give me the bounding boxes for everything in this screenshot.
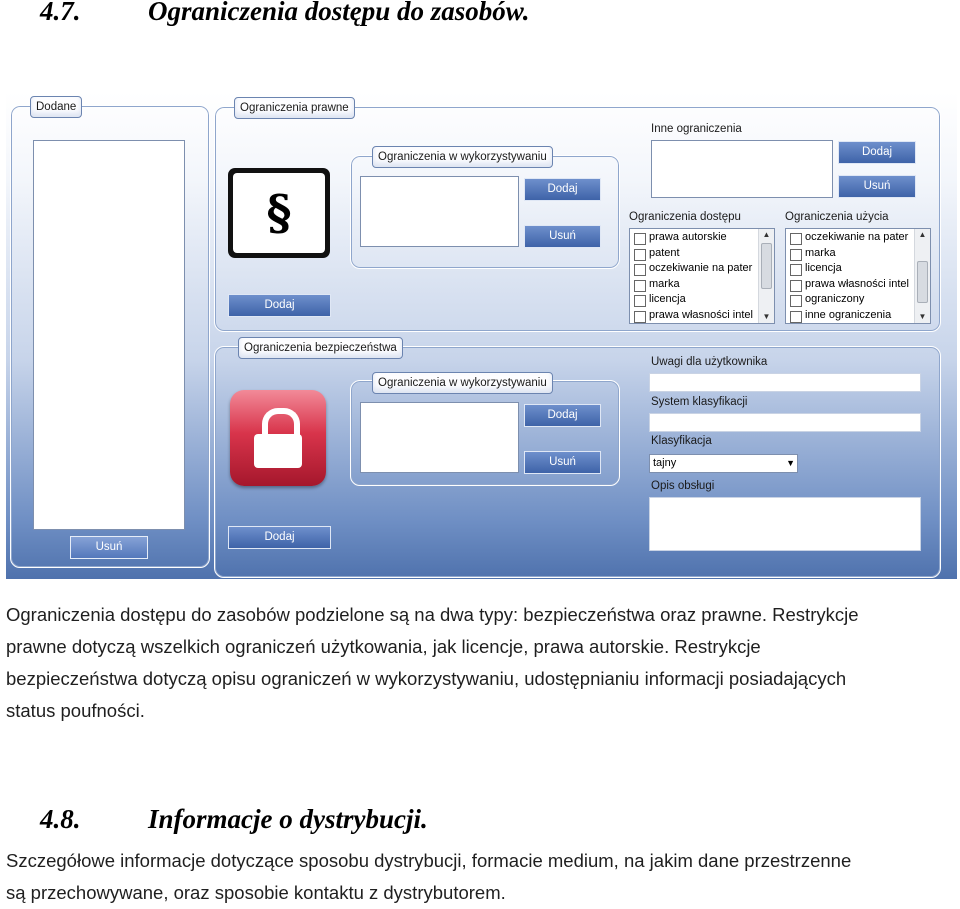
- security-add-button[interactable]: Dodaj: [228, 526, 331, 549]
- user-notes-field[interactable]: [649, 373, 921, 392]
- section-heading-4-7: [40, 0, 530, 27]
- scroll-down-icon[interactable]: ▼: [762, 312, 771, 321]
- list-item[interactable]: marka: [630, 277, 774, 293]
- legal-use-remove-button[interactable]: Usuń: [524, 225, 601, 248]
- list-item[interactable]: licencja: [786, 261, 930, 277]
- list-item[interactable]: prawa własności intel: [630, 308, 774, 324]
- access-restrictions-label: Ograniczenia dostępu: [629, 211, 741, 223]
- usage-scrollbar[interactable]: [914, 229, 930, 323]
- checkbox[interactable]: [790, 264, 802, 276]
- chevron-down-icon[interactable]: ▼: [786, 458, 795, 468]
- scroll-up-icon[interactable]: ▲: [762, 230, 771, 239]
- usage-restrictions-list[interactable]: [785, 228, 931, 324]
- legal-add-button[interactable]: Dodaj: [228, 294, 331, 317]
- usage-restrictions-label: Ograniczenia użycia: [785, 211, 889, 223]
- other-add-button[interactable]: Dodaj: [838, 141, 916, 164]
- access-restrictions-list[interactable]: [629, 228, 775, 324]
- list-item[interactable]: patent: [630, 246, 774, 262]
- handling-description-field[interactable]: [649, 497, 921, 551]
- security-use-add-button[interactable]: Dodaj: [524, 404, 601, 427]
- legal-use-add-button[interactable]: Dodaj: [524, 178, 601, 201]
- security-use-remove-button[interactable]: Usuń: [524, 451, 601, 474]
- paragraph-restrictions: [6, 599, 859, 727]
- list-item[interactable]: prawa autorskie: [630, 230, 774, 246]
- checkbox[interactable]: [790, 233, 802, 245]
- checkbox[interactable]: [790, 280, 802, 292]
- checkbox[interactable]: [790, 311, 802, 323]
- paragraph-line: prawne dotyczą wszelkich ograniczeń użytkowania, jak licencje, prawa autorskie. Restrykcje: [6, 636, 761, 657]
- access-restrictions-items: [630, 229, 774, 323]
- section-title: Informacje o dystrybucji.: [148, 804, 428, 834]
- list-item[interactable]: inne ograniczenia: [786, 308, 930, 324]
- usage-restrictions-items: [786, 229, 930, 323]
- checkbox[interactable]: [634, 233, 646, 245]
- classification-system-label: System klasyfikacji: [651, 396, 748, 408]
- scroll-thumb[interactable]: [917, 261, 928, 303]
- list-item[interactable]: marka: [786, 246, 930, 262]
- other-restrictions-label: Inne ograniczenia: [651, 123, 742, 135]
- legal-use-restrictions-legend: Ograniczenia w wykorzystywaniu: [372, 146, 553, 168]
- security-use-restrictions-list[interactable]: [360, 402, 519, 473]
- paragraph-line: Ograniczenia dostępu do zasobów podzielone są na dwa typy: bezpieczeństwa oraz prawne. Restrykcje: [6, 604, 859, 625]
- dodane-remove-button[interactable]: Usuń: [70, 536, 148, 559]
- scroll-down-icon[interactable]: ▼: [918, 312, 927, 321]
- section-heading-4-8: [40, 804, 428, 835]
- scroll-thumb[interactable]: [761, 243, 772, 289]
- user-notes-label: Uwagi dla użytkownika: [651, 356, 768, 368]
- classification-value: tajny: [653, 457, 677, 469]
- list-item[interactable]: ograniczony: [786, 292, 930, 308]
- handling-description-label: Opis obsługi: [651, 480, 715, 492]
- list-item[interactable]: oczekiwanie na pater: [630, 261, 774, 277]
- paragraph-line: bezpieczeństwa dotyczą opisu ograniczeń w wykorzystywaniu, udostępnianiu informacji posiadających: [6, 668, 847, 689]
- paragraph-line: są przechowywane, oraz sposobie kontaktu z dystrybutorem.: [6, 882, 506, 903]
- paragraph-icon: [228, 168, 330, 258]
- other-restrictions-list[interactable]: [651, 140, 833, 198]
- access-scrollbar[interactable]: [758, 229, 774, 323]
- dodane-legend: Dodane: [30, 96, 82, 118]
- paragraph-glyph: §: [233, 173, 325, 253]
- list-item[interactable]: licencja: [630, 292, 774, 308]
- classification-select[interactable]: [649, 454, 798, 473]
- checkbox[interactable]: [790, 249, 802, 261]
- security-use-restrictions-legend: Ograniczenia w wykorzystywaniu: [372, 372, 553, 394]
- section-number: 4.8.: [40, 804, 81, 834]
- section-number: 4.7.: [40, 0, 81, 26]
- classification-label: Klasyfikacja: [651, 435, 712, 447]
- legal-restrictions-legend: Ograniczenia prawne: [234, 97, 355, 119]
- section-title: Ograniczenia dostępu do zasobów.: [148, 0, 530, 26]
- other-remove-button[interactable]: Usuń: [838, 175, 916, 198]
- list-item[interactable]: oczekiwanie na pater: [786, 230, 930, 246]
- scroll-up-icon[interactable]: ▲: [918, 230, 927, 239]
- list-item[interactable]: prawa własności intel: [786, 277, 930, 293]
- checkbox[interactable]: [634, 295, 646, 307]
- security-restrictions-legend: Ograniczenia bezpieczeństwa: [238, 337, 403, 359]
- lock-icon: [230, 390, 326, 486]
- paragraph-distribution: [6, 845, 851, 909]
- checkbox[interactable]: [634, 264, 646, 276]
- paragraph-line: Szczegółowe informacje dotyczące sposobu dystrybucji, formacie medium, na jakim dane przestrzenne: [6, 850, 852, 871]
- legal-use-restrictions-list[interactable]: [360, 176, 519, 247]
- classification-system-field[interactable]: [649, 413, 921, 432]
- checkbox[interactable]: [634, 280, 646, 292]
- restrictions-form-screenshot: [6, 92, 957, 579]
- paragraph-line: status poufności.: [6, 700, 145, 721]
- checkbox[interactable]: [634, 311, 646, 323]
- dodane-list[interactable]: [33, 140, 185, 530]
- checkbox[interactable]: [790, 295, 802, 307]
- checkbox[interactable]: [634, 249, 646, 261]
